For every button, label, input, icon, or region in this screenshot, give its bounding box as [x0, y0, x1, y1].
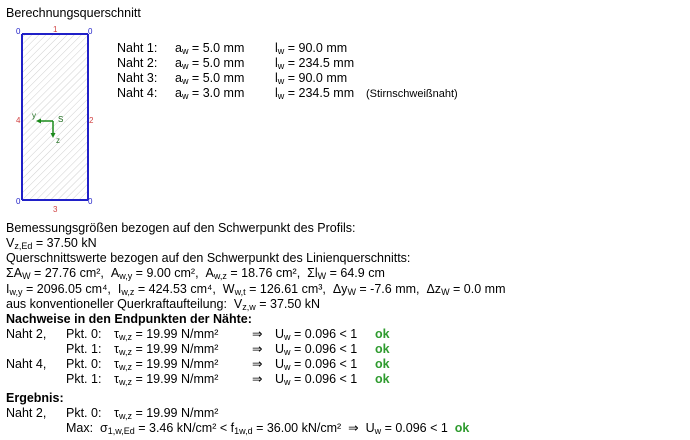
- section-value: Aw,z = 18.76 cm²,: [205, 266, 301, 281]
- section-values-row-2: [6, 282, 505, 298]
- weld-length: lw = 234.5 mm: [275, 86, 355, 101]
- checks-heading: Nachweise in den Endpunkten der Nähte:: [6, 312, 252, 326]
- section-value: Aw,y = 9.00 cm²,: [110, 266, 199, 281]
- check-ok: ok: [375, 342, 390, 356]
- check-tau: τw,z = 19.99 N/mm²: [114, 372, 219, 387]
- cross-section-diagram: [12, 26, 102, 216]
- shear-distribution: aus konventioneller Querkraftaufteilung: Vz,w = 37.50 kN: [6, 297, 321, 312]
- result-max-label: Max:: [66, 421, 94, 435]
- check-point: Pkt. 1:: [66, 372, 102, 386]
- result-pkt: Pkt. 0:: [66, 406, 102, 420]
- corner-label: 0: [16, 27, 21, 36]
- side-label-bottom: 3: [53, 205, 58, 214]
- check-point: Pkt. 0:: [66, 357, 102, 371]
- section-values-row-1: [6, 266, 385, 282]
- corner-label: 0: [88, 197, 93, 206]
- check-tau: τw,z = 19.99 N/mm²: [114, 342, 219, 357]
- check-arrow: ⇒: [252, 342, 263, 356]
- section-value: Iw,z = 424.53 cm⁴,: [117, 282, 216, 297]
- section-value: ΣlW = 64.9 cm: [307, 266, 385, 281]
- check-ok: ok: [375, 372, 390, 386]
- design-heading: Bemessungsgrößen bezogen auf den Schwerpunkt des Profils:: [6, 221, 356, 235]
- side-label-top: 1: [53, 26, 58, 34]
- result-naht: Naht 2,: [6, 406, 47, 420]
- result-max-line: σ1,w,Ed = 3.46 kN/cm² < f1w,d = 36.00 kN/cm² ⇒ Uw = 0.096 < 1 ok: [100, 421, 470, 436]
- centroid-label: S: [58, 115, 64, 124]
- corner-label: 0: [16, 197, 21, 206]
- check-point: Pkt. 0:: [66, 327, 102, 341]
- result-tau: τw,z = 19.99 N/mm²: [114, 406, 219, 421]
- check-ok: ok: [375, 357, 390, 371]
- check-arrow: ⇒: [252, 372, 263, 386]
- weld-name: Naht 4:: [117, 86, 158, 100]
- weld-name: Naht 2:: [117, 56, 158, 70]
- check-arrow: ⇒: [252, 357, 263, 371]
- check-utilization: Uw = 0.096 < 1: [275, 342, 358, 357]
- check-tau: τw,z = 19.99 N/mm²: [114, 327, 219, 342]
- weld-note: (Stirnschweißnaht): [366, 88, 458, 100]
- section-heading: Querschnittswerte bezogen auf den Schwerpunkt des Linienquerschnitts:: [6, 251, 411, 265]
- check-utilization: Uw = 0.096 < 1: [275, 327, 358, 342]
- side-label-left: 4: [16, 116, 21, 125]
- corner-label: 0: [88, 27, 93, 36]
- weld-thickness: aw = 5.0 mm: [175, 71, 245, 86]
- axis-z-label: z: [56, 136, 60, 145]
- result-heading: Ergebnis:: [6, 391, 64, 405]
- check-point: Pkt. 1:: [66, 342, 102, 356]
- check-ok: ok: [375, 327, 390, 341]
- weld-length: lw = 90.0 mm: [275, 71, 348, 86]
- weld-thickness: aw = 5.0 mm: [175, 41, 245, 56]
- weld-name: Naht 3:: [117, 71, 158, 85]
- weld-thickness: aw = 3.0 mm: [175, 86, 245, 101]
- check-utilization: Uw = 0.096 < 1: [275, 357, 358, 372]
- check-naht: Naht 2,: [6, 327, 47, 341]
- section-value: ΣAW = 27.76 cm²,: [6, 266, 104, 281]
- check-utilization: Uw = 0.096 < 1: [275, 372, 358, 387]
- axis-y-label: y: [32, 111, 36, 120]
- section-value: ΔzW = 0.0 mm: [426, 282, 506, 297]
- weld-name: Naht 1:: [117, 41, 158, 55]
- section-value: Iw,y = 2096.05 cm⁴,: [6, 282, 111, 297]
- section-title: Berechnungsquerschnitt: [6, 6, 141, 20]
- side-label-right: 2: [89, 116, 94, 125]
- section-value: Ww,t = 126.61 cm³,: [222, 282, 326, 297]
- design-value: Vz,Ed = 37.50 kN: [6, 236, 97, 251]
- weld-length: lw = 234.5 mm: [275, 56, 355, 71]
- section-value: ΔyW = -7.6 mm,: [332, 282, 420, 297]
- weld-thickness: aw = 5.0 mm: [175, 56, 245, 71]
- weld-length: lw = 90.0 mm: [275, 41, 348, 56]
- check-arrow: ⇒: [252, 327, 263, 341]
- check-tau: τw,z = 19.99 N/mm²: [114, 357, 219, 372]
- check-naht: Naht 4,: [6, 357, 47, 371]
